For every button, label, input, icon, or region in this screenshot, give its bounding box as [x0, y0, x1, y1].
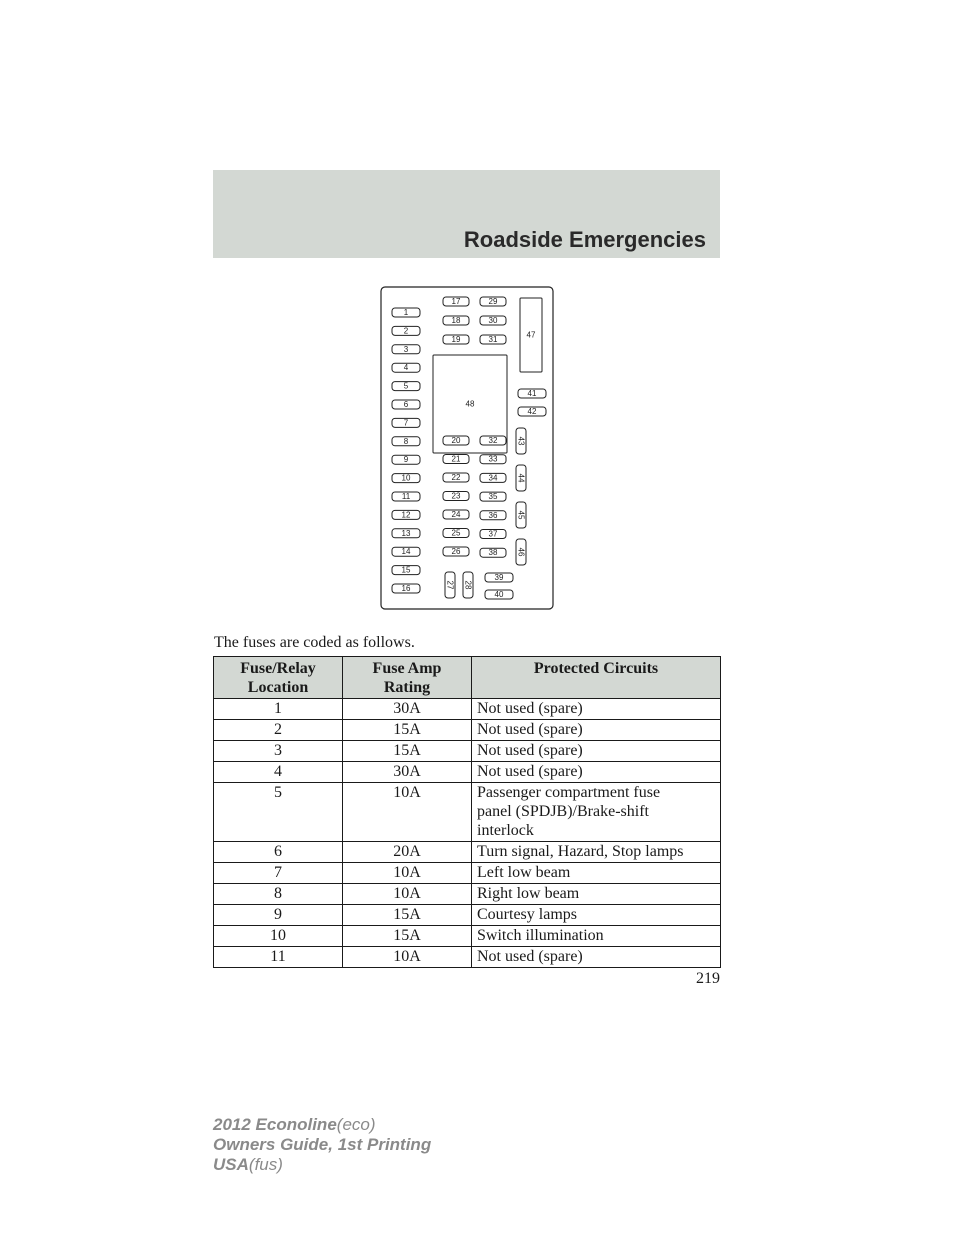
fuse-label: 1 — [403, 308, 409, 317]
table-row — [214, 863, 721, 884]
fuse-label: 42 — [527, 407, 537, 416]
fuse-label: 7 — [403, 418, 409, 428]
fuse-label: 45 — [516, 510, 526, 520]
protected-circuit-cell: Not used (spare) — [472, 720, 721, 741]
fuse-location-cell: 5 — [214, 783, 343, 842]
fuse-label: 46 — [516, 547, 526, 557]
protected-circuit-cell: Courtesy lamps — [472, 905, 721, 926]
page-number: 219 — [696, 970, 720, 987]
fuse-label: 14 — [401, 547, 411, 557]
section-header-band — [213, 170, 720, 258]
table-row — [214, 720, 721, 741]
fuse-label: 27 — [445, 580, 455, 590]
fuse-label: 19 — [451, 335, 461, 344]
fuse-amp-cell: 15A — [343, 741, 472, 762]
fuse-label: 43 — [516, 436, 526, 446]
fuse-label: 47 — [526, 330, 536, 340]
protected-circuit-cell: Turn signal, Hazard, Stop lamps — [472, 842, 721, 863]
fuse-location-cell: 8 — [214, 884, 343, 905]
fuse-label: 24 — [451, 510, 461, 519]
table-row — [214, 741, 721, 762]
fuse-label: 17 — [451, 297, 461, 306]
fuse-label: 16 — [401, 584, 411, 593]
footer-market-code: (fus) — [248, 1155, 283, 1174]
fuse-label: 8 — [403, 436, 409, 446]
footer-edition: Owners Guide, 1st Printing — [213, 1135, 432, 1154]
table-row — [214, 926, 721, 947]
fuse-label: 40 — [494, 590, 504, 599]
fuse-label: 34 — [488, 473, 498, 483]
table-header-cell: Fuse/Relay Location — [214, 657, 343, 699]
fuse-label: 26 — [451, 547, 461, 556]
fuse-location-cell: 4 — [214, 762, 343, 783]
protected-circuit-cell: Not used (spare) — [472, 699, 721, 720]
fuse-location-cell: 1 — [214, 699, 343, 720]
fuse-label: 48 — [465, 399, 475, 409]
fuse-amp-cell: 15A — [343, 905, 472, 926]
table-row — [214, 842, 721, 863]
fuse-label: 30 — [488, 316, 498, 325]
fuse-amp-cell: 30A — [343, 762, 472, 783]
fuse-amp-cell: 10A — [343, 863, 472, 884]
fuse-label: 21 — [451, 454, 461, 464]
fuse-location-cell: 6 — [214, 842, 343, 863]
fuse-label: 36 — [488, 510, 498, 520]
fuse-label: 15 — [401, 565, 411, 575]
fuse-location-cell: 10 — [214, 926, 343, 947]
fuse-label: 22 — [451, 473, 461, 482]
fuse-label: 18 — [451, 316, 461, 325]
footer-line-3 — [213, 1155, 431, 1175]
footer — [213, 1115, 431, 1175]
fuse-label: 41 — [527, 389, 537, 398]
protected-circuit-cell: Not used (spare) — [472, 762, 721, 783]
fuse-label: 23 — [451, 491, 461, 501]
fuse-label: 6 — [403, 400, 409, 409]
fuse-label: 9 — [403, 455, 409, 465]
protected-circuit-cell: Not used (spare) — [472, 741, 721, 762]
table-header-cell: Fuse Amp Rating — [343, 657, 472, 699]
fuse-label: 35 — [488, 492, 498, 502]
protected-circuit-cell: Passenger compartment fuse panel (SPDJB)/Brake-shift interlock — [472, 783, 721, 842]
table-header-row — [214, 657, 721, 699]
table-row — [214, 762, 721, 783]
fuse-location-cell: 11 — [214, 947, 343, 968]
fuse-label: 2 — [403, 326, 409, 336]
fuse-label: 5 — [403, 381, 409, 391]
fuse-amp-cell: 30A — [343, 699, 472, 720]
fuse-label: 20 — [451, 436, 461, 445]
fuse-label: 33 — [488, 454, 498, 464]
fuse-amp-cell: 15A — [343, 926, 472, 947]
footer-line-2 — [213, 1135, 431, 1155]
fuse-label: 32 — [488, 436, 498, 445]
intro-text: The fuses are coded as follows. — [214, 634, 415, 651]
table-row — [214, 699, 721, 720]
table-header-cell: Protected Circuits — [472, 657, 721, 699]
fuse-label: 31 — [488, 335, 498, 344]
fuse-label: 13 — [401, 528, 411, 538]
fuse-label: 28 — [463, 580, 473, 590]
table-row — [214, 783, 721, 842]
fuse-label: 3 — [403, 344, 409, 354]
protected-circuit-cell: Switch illumination — [472, 926, 721, 947]
fuse-amp-cell: 10A — [343, 884, 472, 905]
protected-circuit-cell: Left low beam — [472, 863, 721, 884]
fuse-label: 44 — [516, 473, 526, 483]
fuse-label: 4 — [403, 363, 409, 373]
fuse-label: 38 — [488, 548, 498, 558]
fuse-amp-cell: 10A — [343, 947, 472, 968]
fuse-amp-cell: 20A — [343, 842, 472, 863]
footer-model-code: (eco) — [336, 1115, 376, 1134]
protected-circuit-cell: Not used (spare) — [472, 947, 721, 968]
fuse-table — [213, 656, 721, 968]
table-row — [214, 905, 721, 926]
fuse-location-cell: 3 — [214, 741, 343, 762]
fuse-label: 37 — [488, 529, 498, 539]
fuse-panel-diagram — [380, 286, 554, 610]
footer-market: USA — [213, 1155, 249, 1174]
fuse-label: 10 — [401, 473, 411, 483]
table-row — [214, 884, 721, 905]
fuse-label: 29 — [488, 297, 498, 306]
fuse-label: 11 — [401, 492, 411, 501]
fuse-location-cell: 9 — [214, 905, 343, 926]
fuse-amp-cell: 15A — [343, 720, 472, 741]
fuse-location-cell: 2 — [214, 720, 343, 741]
footer-model: 2012 Econoline — [213, 1115, 337, 1134]
fuse-label: 39 — [494, 573, 504, 582]
footer-line-1 — [213, 1115, 431, 1135]
protected-circuit-cell: Right low beam — [472, 884, 721, 905]
fuse-label: 25 — [451, 528, 461, 538]
fuse-amp-cell: 10A — [343, 783, 472, 842]
fuse-label: 12 — [401, 510, 411, 520]
fuse-panel-svg — [380, 286, 554, 610]
table-row — [214, 947, 721, 968]
section-title: Roadside Emergencies — [463, 227, 706, 252]
fuse-location-cell: 7 — [214, 863, 343, 884]
